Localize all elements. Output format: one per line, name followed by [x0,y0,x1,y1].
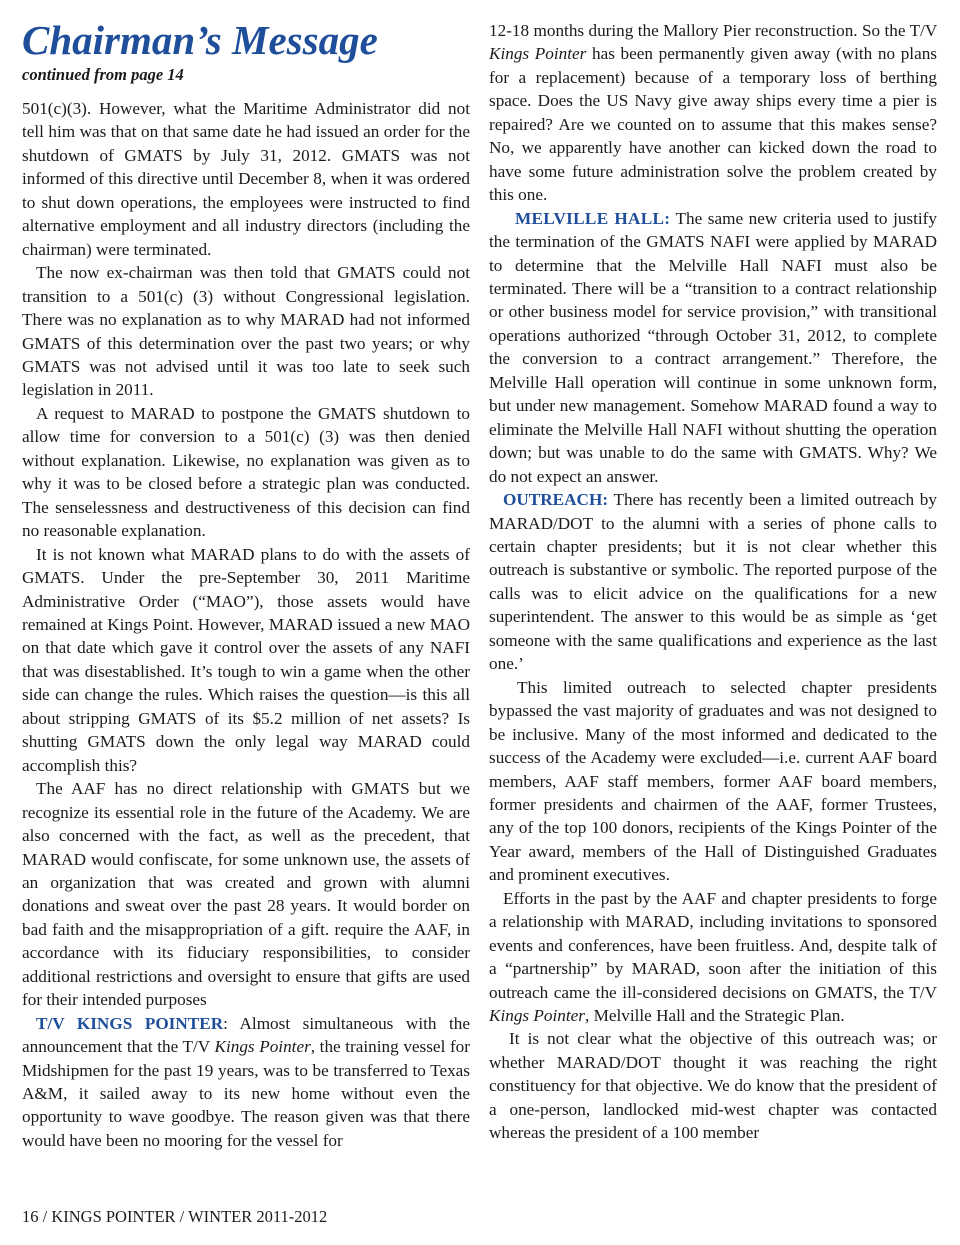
right-paragraph-5-text-b: , Melville Hall and the Strategic Plan. [584,1006,845,1026]
left-paragraph-5: The AAF has no direct relationship with GMATS but we recognize its essential role in the future of the Academy. We are also concerned with the fact, as well as the precedent, that MARAD would confiscate, for some unknown use, the assets of an organization that was created and grown with alumni donations and sweat over the past 28 years. It would border on bad faith and the misappropriation of a gift. require the AAF, in accordance with its fiduciary responsibilities, to consider additional restrictions and oversight to ensure that gifts are used for their intended purposes [22,779,470,1010]
right-paragraph-1-italic: Kings Pointer [489,44,587,64]
right-paragraph-6: It is not clear what the objective of this outreach was; or whether MARAD/DOT thought it was reaching the right constituency for that objective. We do know that the president of a one-person, landlocked mid-west chapter was contacted whereas the president of a 100 member [489,1029,937,1143]
right-paragraph-2 [489,207,937,488]
right-paragraph-1-text-b: has been permanently given away (with no plans for a replacement) because of a temporary loss of berthing space. Does the US Navy give away ships every time a pier is repaired? Are we counted on to assume that this makes sense? No, we apparently have another can kicked down the road to have some future administration solve the problem created by this one. [489,44,937,205]
right-paragraph-5-text-a: Efforts in the past by the AAF and chapter presidents to forge a relationship with MARAD, including invitations to sponsored events and conferences, have been fruitless. And, despite talk of a “partnership” by MARAD, soon after the initiation of this outreach came the ill-considered decisions on GMATS, the T/V [489,888,937,1002]
page-footer: 16 / KINGS POINTER / WINTER 2011-2012 [22,1207,328,1226]
section-heading-melville-hall: MELVILLE HALL: [515,208,671,228]
left-paragraph-6 [22,1012,470,1153]
left-paragraph-3: A request to MARAD to postpone the GMATS shutdown to allow time for conversion to a 501(c) (3) was then denied without explanation. Likewise, no explanation was given as to why it was to be closed before a strategic plan was conducted. The senselessness and destructiveness of this decision can find no reasonable explanation. [22,403,470,541]
left-paragraph-2: The now ex-chairman was then told that GMATS could not transition to a 501(c) (3) without Congressional legislation. There was no explanation as to why MARAD had not informed GMATS of this determination over the past two years; or why GMATS was not advised until it was too late to seek such legislation in 2011. [22,263,470,400]
page-title: Chairman’s Message [22,17,378,63]
continued-note: continued from page 14 [22,65,184,84]
right-paragraph-1 [489,19,937,207]
left-paragraph-4: It is not known what MARAD plans to do with the assets of GMATS. Under the pre-September 30, 2011 Maritime Administrative Order (“MAO”), those assets would have remained at Kings Point. However, MARAD issued a new MAO on that date which gave it control over the assets of any NAFI that was disestablished. It’s tough to win a game when the other side can change the rules. Which raises the question—is this all about stripping GMATS of its $5.2 million of net assets? Is shutting GMATS down the only legal way MARAD could accomplish this? [22,544,470,775]
right-paragraph-1-text-a: 12-18 months during the Mallory Pier reconstruction. So the T/V [489,21,937,40]
right-paragraph-5-italic: Kings Pointer [489,1006,585,1026]
right-paragraph-2-text: The same new criteria used to justify the termination of the GMATS NAFI were applied by MARAD to determine that the Melville Hall NAFI must also be terminated. There will be a “transition to a contract relationship or other business model for service provision,” with transitional operations authorized “through October 31, 2012, to complete the conversion to a contract arrangement.” Therefore, the Melville Hall operation will continue in some unknown form, but under new management. Somehow MARAD found a way to eliminate the Melville Hall NAFI without shutting the operation down; but was unable to do the same with GMATS. Why? We do not expect an answer. [489,208,937,486]
left-paragraph-6-text-b: , the training vessel for Midshipmen for the past 19 years, was to be transferred to Texas A&M, it sailed away to its new home without even the opportunity to wave goodbye. The reason given was that there would have been no mooring for the vessel for [22,1037,470,1150]
right-paragraph-3 [489,488,937,676]
right-column [489,19,937,1145]
left-paragraph-1: 501(c)(3). However, what the Maritime Administrator did not tell him was that on that same date he had issued an order for the shutdown of GMATS by July 31, 2012. GMATS was not informed of this directive until December 8, when it was ordered to shut down operations, the employees were instructed to find alternative employment and all industry directors (including the chairman) were terminated. [22,99,470,259]
right-paragraph-4: This limited outreach to selected chapter presidents bypassed the vast majority of graduates and was not designed to be inclusive. Many of the most informed and dedicated to the success of the Academy were excluded—i.e. current AAF board members, AAF staff members, former AAF board members, former presidents and chairmen of the AAF, former Trustees, any of the top 100 donors, recipients of the Kings Pointer of the Year award, members of the Hall of Distinguished Graduates and prominent executives. [489,677,937,885]
section-heading-outreach: OUTREACH: [503,490,609,510]
section-heading-kings-pointer: T/V KINGS POINTER [36,1013,224,1033]
left-paragraph-6-italic: Kings Pointer [214,1037,311,1057]
right-paragraph-3-text: There has recently been a limited outreach by MARAD/DOT to the alumni with a series of phone calls to certain chapter presidents; but it is not clear whether this outreach is substantive or symbolic. The reported purpose of the calls was to elicit advice on the qualifications for a new superintendent. The answer to this would be as simple as ‘get someone with the same qualifications and experience as the last one.’ [489,490,937,674]
right-paragraph-5 [489,887,937,1028]
left-paragraph-6-text-a: : Almost simultaneous with the announcement that the T/V [22,1013,470,1057]
left-column [22,97,470,1152]
